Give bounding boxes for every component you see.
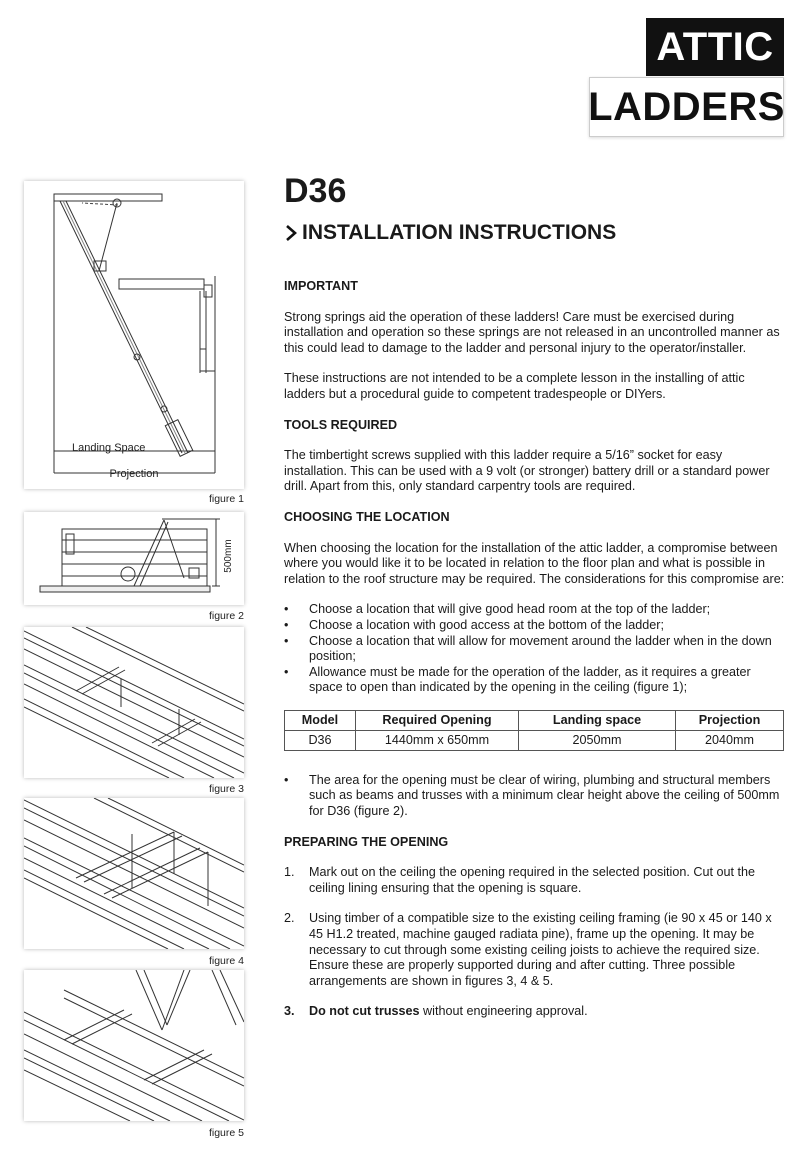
list-item: • Choose a location that will allow for movement around the ladder when in the down position;: [284, 634, 786, 665]
ladder-side-view-drawing: [24, 181, 244, 489]
list-item: • Allowance must be made for the operation of the ladder, as it requires a greater space to open than indicated by the opening in the ceiling (figure 1);: [284, 665, 786, 696]
step-number: 1.: [284, 865, 295, 880]
figure-2-ladder-folded: [24, 512, 244, 605]
landing-space-label: Landing Space: [72, 442, 146, 454]
list-item: • Choose a location with good access at the bottom of the ladder;: [284, 618, 786, 634]
cell-projection: 2040mm: [676, 730, 784, 750]
list-item: • The area for the opening must be clear of wiring, plumbing and structural members such as beams and trusses with a minimum clear height above the ceiling of 500mm for D36 (figure 2).: [284, 773, 786, 820]
ladder-folded-drawing: [24, 512, 244, 605]
tools-heading: TOOLS REQUIRED: [284, 417, 398, 432]
tools-paragraph: The timbertight screws supplied with this ladder require a 5/16” socket for easy installation. This can be used with a 9 volt (or stronger) battery drill or a standard power drill. Apart from this, only standard carpentry tools are required.: [284, 448, 770, 494]
step-number: 3.: [284, 1004, 295, 1019]
cell-required-opening: 1440mm x 650mm: [356, 730, 519, 750]
step-warning: Do not cut trusses: [309, 1004, 420, 1019]
step-item: [284, 865, 786, 896]
framing-arrangement-3-drawing: [24, 627, 244, 778]
brand-logo-attic: ATTIC: [646, 18, 784, 76]
location-heading: CHOOSING THE LOCATION: [284, 509, 450, 524]
cell-landing-space: 2050mm: [519, 730, 676, 750]
column-header-landing-space: Landing space: [519, 710, 676, 730]
figure-2-caption: figure 2: [208, 610, 244, 622]
step-text: Mark out on the ceiling the opening required in the selected position. Cut out the ceiling lining ensuring that the opening is square.: [309, 865, 755, 895]
column-header-model: Model: [285, 710, 356, 730]
figure-4-framing-arrangement: [24, 798, 244, 949]
brand-logo-ladders: LADDERS: [589, 77, 784, 137]
preparing-heading: PREPARING THE OPENING: [284, 834, 449, 849]
chevron-right-icon: [284, 224, 298, 242]
cell-model: D36: [285, 730, 356, 750]
figure-3-framing-arrangement: [24, 627, 244, 778]
location-considerations-list: [284, 602, 786, 696]
projection-label: Projection: [109, 468, 159, 480]
figure-1-ladder-side-view: [24, 181, 244, 489]
page-subtitle: [284, 221, 616, 245]
figure-5-framing-arrangement: [24, 970, 244, 1121]
framing-arrangement-5-drawing: [24, 970, 244, 1121]
important-paragraph-2: These instructions are not intended to be a complete lesson in the installing of attic ladders but a procedural guide to competent tradespeople or DIYers.: [284, 371, 745, 401]
location-paragraph: When choosing the location for the installation of the attic ladder, a compromise between where you would like it to be located in relation to the floor plan and what is possible in relation to the roof structure may be required. The considerations for this compromise are:: [284, 540, 785, 586]
table-header-row: [285, 710, 784, 730]
figure-5-caption: figure 5: [208, 1127, 244, 1139]
preparing-steps-list: [284, 865, 786, 1020]
column-header-projection: Projection: [676, 710, 784, 730]
clearance-note-list: [284, 773, 786, 820]
figure-4-caption: figure 4: [208, 955, 244, 967]
instructions-body: [284, 279, 786, 1035]
table-row: [285, 730, 784, 750]
step-item: [284, 1004, 786, 1020]
important-heading: IMPORTANT: [284, 279, 358, 293]
clear-height-label: 500mm: [223, 539, 234, 573]
step-number: 2.: [284, 911, 295, 926]
page-subtitle-text: INSTALLATION INSTRUCTIONS: [302, 221, 617, 244]
important-paragraph-1: Strong springs aid the operation of these ladders! Care must be exercised during installation and operation so these springs are not released in an uncontrolled manner as this could lead to damage to the ladder and personal injury to the operator/installer.: [284, 309, 780, 355]
figure-1-caption: figure 1: [208, 493, 244, 505]
figure-3-caption: figure 3: [208, 783, 244, 795]
step-text: Using timber of a compatible size to the existing ceiling framing (ie 90 x 45 or 140 x 45 H1.2 treated, machine gauged radiata pine), frame up the opening. It may be necessary to cut through some existing ceiling joists to achieve the required size. Ensure these are properly supported during and after cutting. Three possible arrangements are shown in figures 3, 4 & 5.: [309, 911, 772, 988]
page-title: D36: [284, 172, 347, 210]
step-text: without engineering approval.: [419, 1004, 588, 1019]
list-item: • Choose a location that will give good head room at the top of the ladder;: [284, 602, 786, 618]
step-item: [284, 911, 786, 989]
column-header-required-opening: Required Opening: [356, 710, 519, 730]
model-specifications-table: [284, 710, 784, 751]
framing-arrangement-4-drawing: [24, 798, 244, 949]
